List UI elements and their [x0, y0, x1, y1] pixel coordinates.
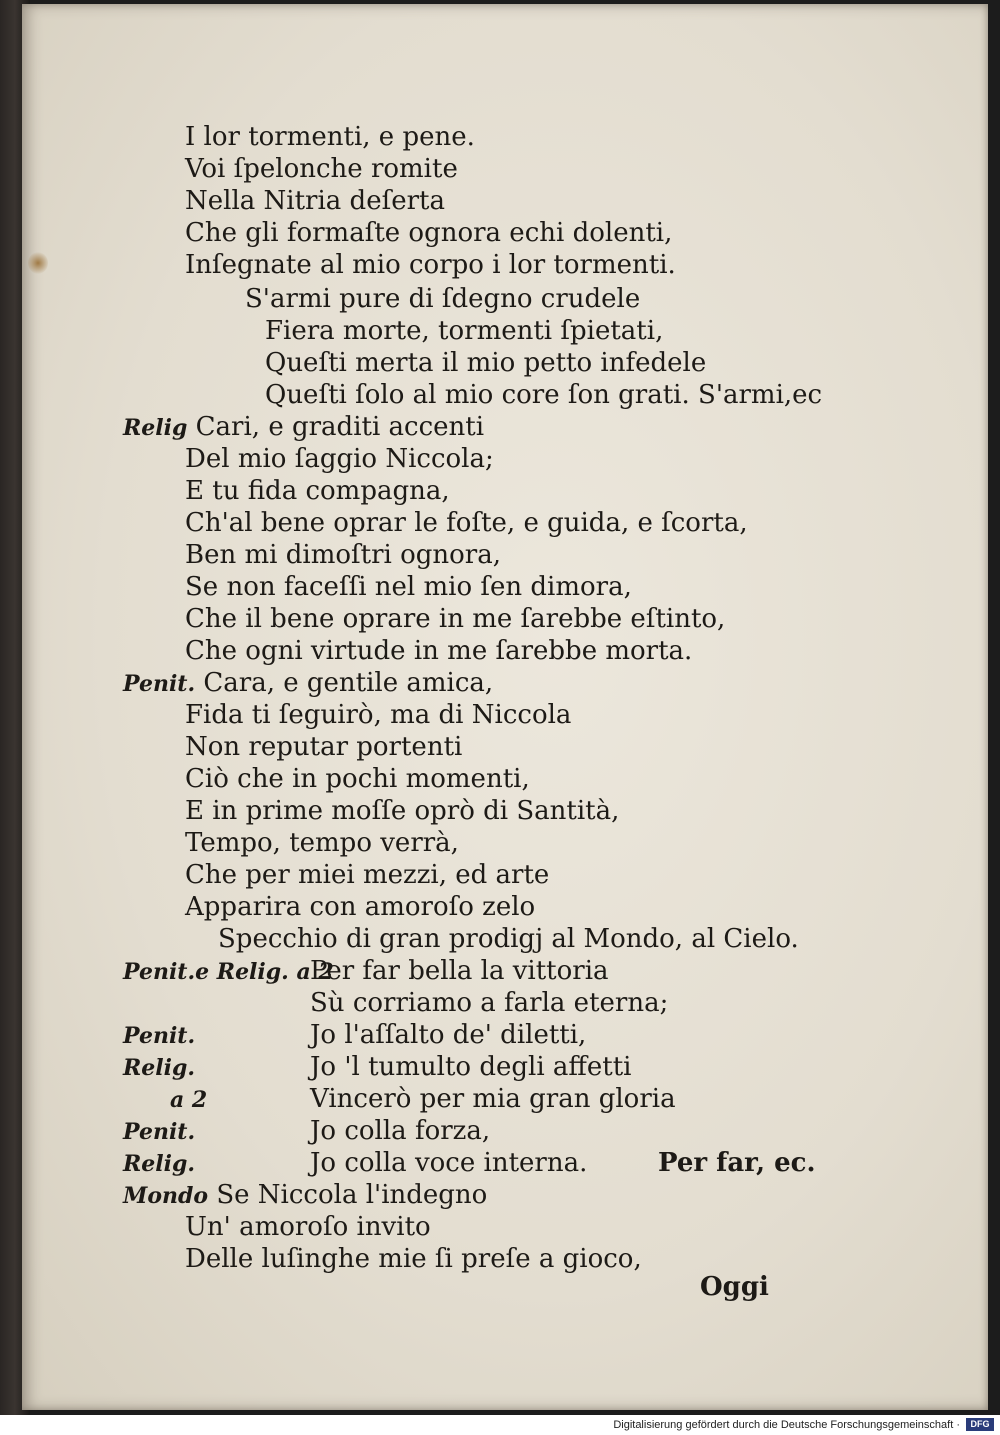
verse-line: Che gli formaſte ognora echi dolenti, [185, 218, 673, 248]
verse-line: Jo colla forza, [310, 1116, 491, 1146]
refrain-cue: Per far, ec. [658, 1148, 816, 1178]
verse-line: Del mio ſaggio Niccola; [185, 444, 494, 474]
verse-line: Un' amoroſo invito [185, 1212, 431, 1242]
verse-line: Che il bene oprare in me ſarebbe eſtinto, [185, 604, 726, 634]
speech-line: Penit. Cara, e gentile amica, [123, 668, 494, 698]
speech-line: Mondo Se Niccola l'indegno [123, 1180, 488, 1210]
verse-line: S'armi pure di ſdegno crudele [245, 284, 641, 314]
verse-line: E tu fida compagna, [185, 476, 450, 506]
speaker-label: Relig [123, 415, 188, 441]
verse-line: Queſti merta il mio petto infedele [265, 348, 707, 378]
footer-credit: Digitalisierung gefördert durch die Deutsche Forschungsgemeinschaft · [613, 1419, 960, 1431]
verse-line: I lor tormenti, e pene. [185, 122, 475, 152]
verse-line: Specchio di gran prodigj al Mondo, al Cielo. [218, 924, 799, 954]
verse-line: Tempo, tempo verrà, [185, 828, 459, 858]
speech-line: Relig Cari, e graditi accenti [123, 412, 485, 442]
speaker-label: Mondo [123, 1183, 209, 1209]
verse-line: Che per miei mezzi, ed arte [185, 860, 550, 890]
speaker-label: Penit. [123, 1023, 196, 1049]
speaker-label: Relig. [123, 1055, 196, 1081]
speaker-label: Relig. [123, 1151, 196, 1177]
verse-line: Apparira con amoroſo zelo [185, 892, 536, 922]
verse-line: Per far bella la vittoria [310, 956, 609, 986]
verse-line: Vincerò per mia gran gloria [310, 1084, 676, 1114]
paper-stain [28, 252, 48, 274]
verse-line: Queſti ſolo al mio core ſon grati. S'armi,ec [265, 380, 823, 410]
speaker-label: Penit. [123, 1119, 196, 1145]
verse-line: Sù corriamo a farla eterna; [310, 988, 669, 1018]
verse-line: Ch'al bene oprar le foſte, e guida, e ſcorta, [185, 508, 748, 538]
verse-line: Non reputar portenti [185, 732, 463, 762]
footer-bar [0, 1415, 1000, 1435]
speaker-label: Penit. [123, 671, 196, 697]
speaker-label: Penit.e Relig. a 2 [123, 959, 334, 985]
verse-line: Ciò che in pochi momenti, [185, 764, 530, 794]
dfg-logo-icon: DFG [966, 1418, 994, 1431]
verse-line: Che ogni virtude in me ſarebbe morta. [185, 636, 693, 666]
verse-line: Delle luſinghe mie ſi preſe a gioco, [185, 1244, 642, 1274]
verse-line: Voi ſpelonche romite [185, 154, 458, 184]
verse-line: Se non faceſſi nel mio ſen dimora, [185, 572, 632, 602]
verse-line: Nella Nitria deſerta [185, 186, 445, 216]
verse-line: Jo 'l tumulto degli affetti [310, 1052, 632, 1082]
verse-line: Jo l'aſſalto de' diletti, [310, 1020, 587, 1050]
verse-line: Fida ti ſeguirò, ma di Niccola [185, 700, 572, 730]
verse-line: Jo colla voce interna. [310, 1148, 588, 1178]
verse-line: Ben mi dimoſtri ognora, [185, 540, 501, 570]
verse-line: E in prime moſſe oprò di Santità, [185, 796, 620, 826]
verse-line: Fiera morte, tormenti ſpietati, [265, 316, 664, 346]
catchword: Oggi [700, 1272, 769, 1302]
verse-line: Inſegnate al mio corpo i lor tormenti. [185, 250, 676, 280]
speaker-label: a 2 [170, 1087, 208, 1113]
